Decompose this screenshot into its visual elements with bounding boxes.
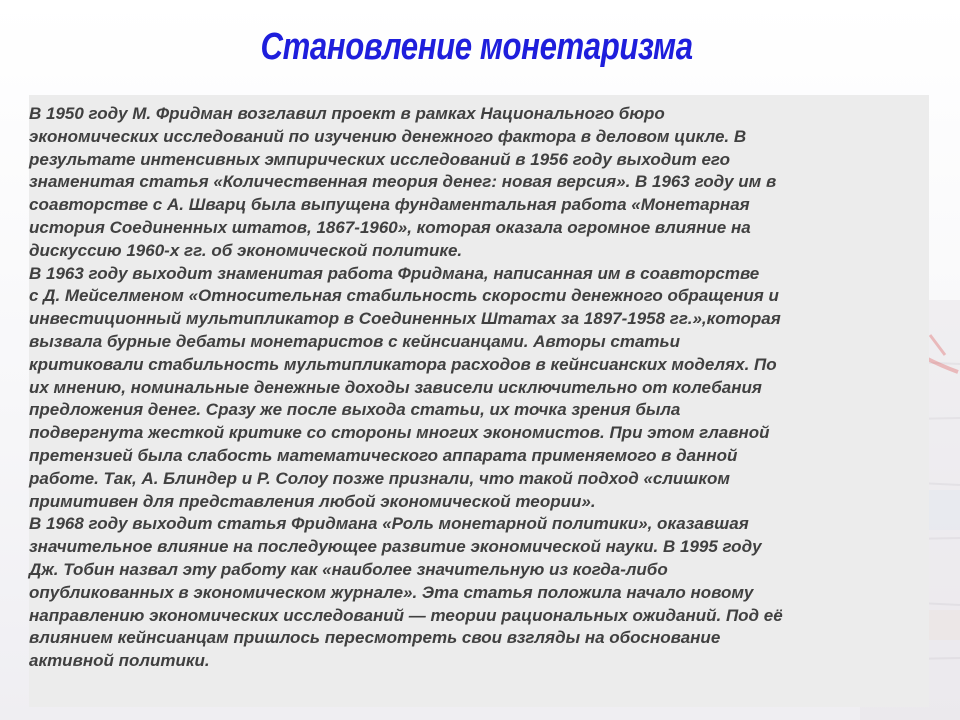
text-line: значительное влияние на последующее развитие экономической науки. В 1995 году xyxy=(29,537,762,557)
text-line: их мнению, номинальные денежные доходы зависели исключительно от колебания xyxy=(29,377,762,397)
text-line: соавторстве с А. Шварц была выпущена фундаментальная работа «Монетарная xyxy=(29,195,750,215)
text-line: претензией была слабость математического аппарата применяемого в данной xyxy=(29,445,738,465)
text-line: влиянием кейнсианцам пришлось пересмотреть свои взгляды на обоснование xyxy=(29,628,721,648)
text-line: инвестиционный мультипликатор в Соединенных Штатах за 1897-1958 гг.»,которая xyxy=(29,309,781,329)
text-line: опубликованных в экономическом журнале». Эта статья положила начало новому xyxy=(29,582,754,602)
text-line: В 1950 году М. Фридман возглавил проект в рамках Национального бюро xyxy=(29,104,665,123)
text-line: подвергнута жесткой критике со стороны многих экономистов. При этом главной xyxy=(29,423,770,443)
text-line: результате интенсивных эмпирических исследований в 1956 году выходит его xyxy=(29,149,730,169)
text-line: экономических исследований по изучению денежного фактора в деловом цикле. В xyxy=(29,126,747,146)
text-line: направлению экономических исследований — теории рациональных ожиданий. Под её xyxy=(29,605,783,625)
text-line: примитивен для представления любой экономической теории». xyxy=(29,491,596,511)
text-line: работе. Так, А. Блиндер и Р. Солоу позже признали, что такой подход «слишком xyxy=(29,468,731,488)
text-line: В 1963 году выходит знаменитая работа Фридмана, написанная им в соавторстве xyxy=(29,263,760,283)
text-line: вызвала бурные дебаты монетаристов с кейнсианцами. Авторы статьи xyxy=(29,331,680,351)
text-line: активной политики. xyxy=(29,651,210,671)
text-line: критиковали стабильность мультипликатора расходов в кейнсианских моделях. По xyxy=(29,354,777,374)
text-line: знаменитая статья «Количественная теория денег: новая версия». В 1963 году им в xyxy=(29,172,777,192)
text-line: с Д. Мейселменом «Относительная стабильность скорости денежного обращения и xyxy=(29,286,779,306)
text-line: история Соединенных штатов, 1867-1960», которая оказала огромное влияние на xyxy=(29,217,751,237)
text-line: В 1968 году выходит статья Фридмана «Роль монетарной политики», оказавшая xyxy=(29,514,749,534)
text-line: предложения денег. Сразу же после выхода статьи, их точка зрения была xyxy=(29,400,681,420)
body-text xyxy=(29,103,924,673)
text-line: Дж. Тобин назвал эту работу как «наиболее значительную из когда-либо xyxy=(29,559,668,579)
text-line: дискуссию 1960-х гг. об экономической политике. xyxy=(29,240,463,260)
text-box xyxy=(29,95,929,707)
slide-title: Становление монетаризма xyxy=(260,26,693,68)
